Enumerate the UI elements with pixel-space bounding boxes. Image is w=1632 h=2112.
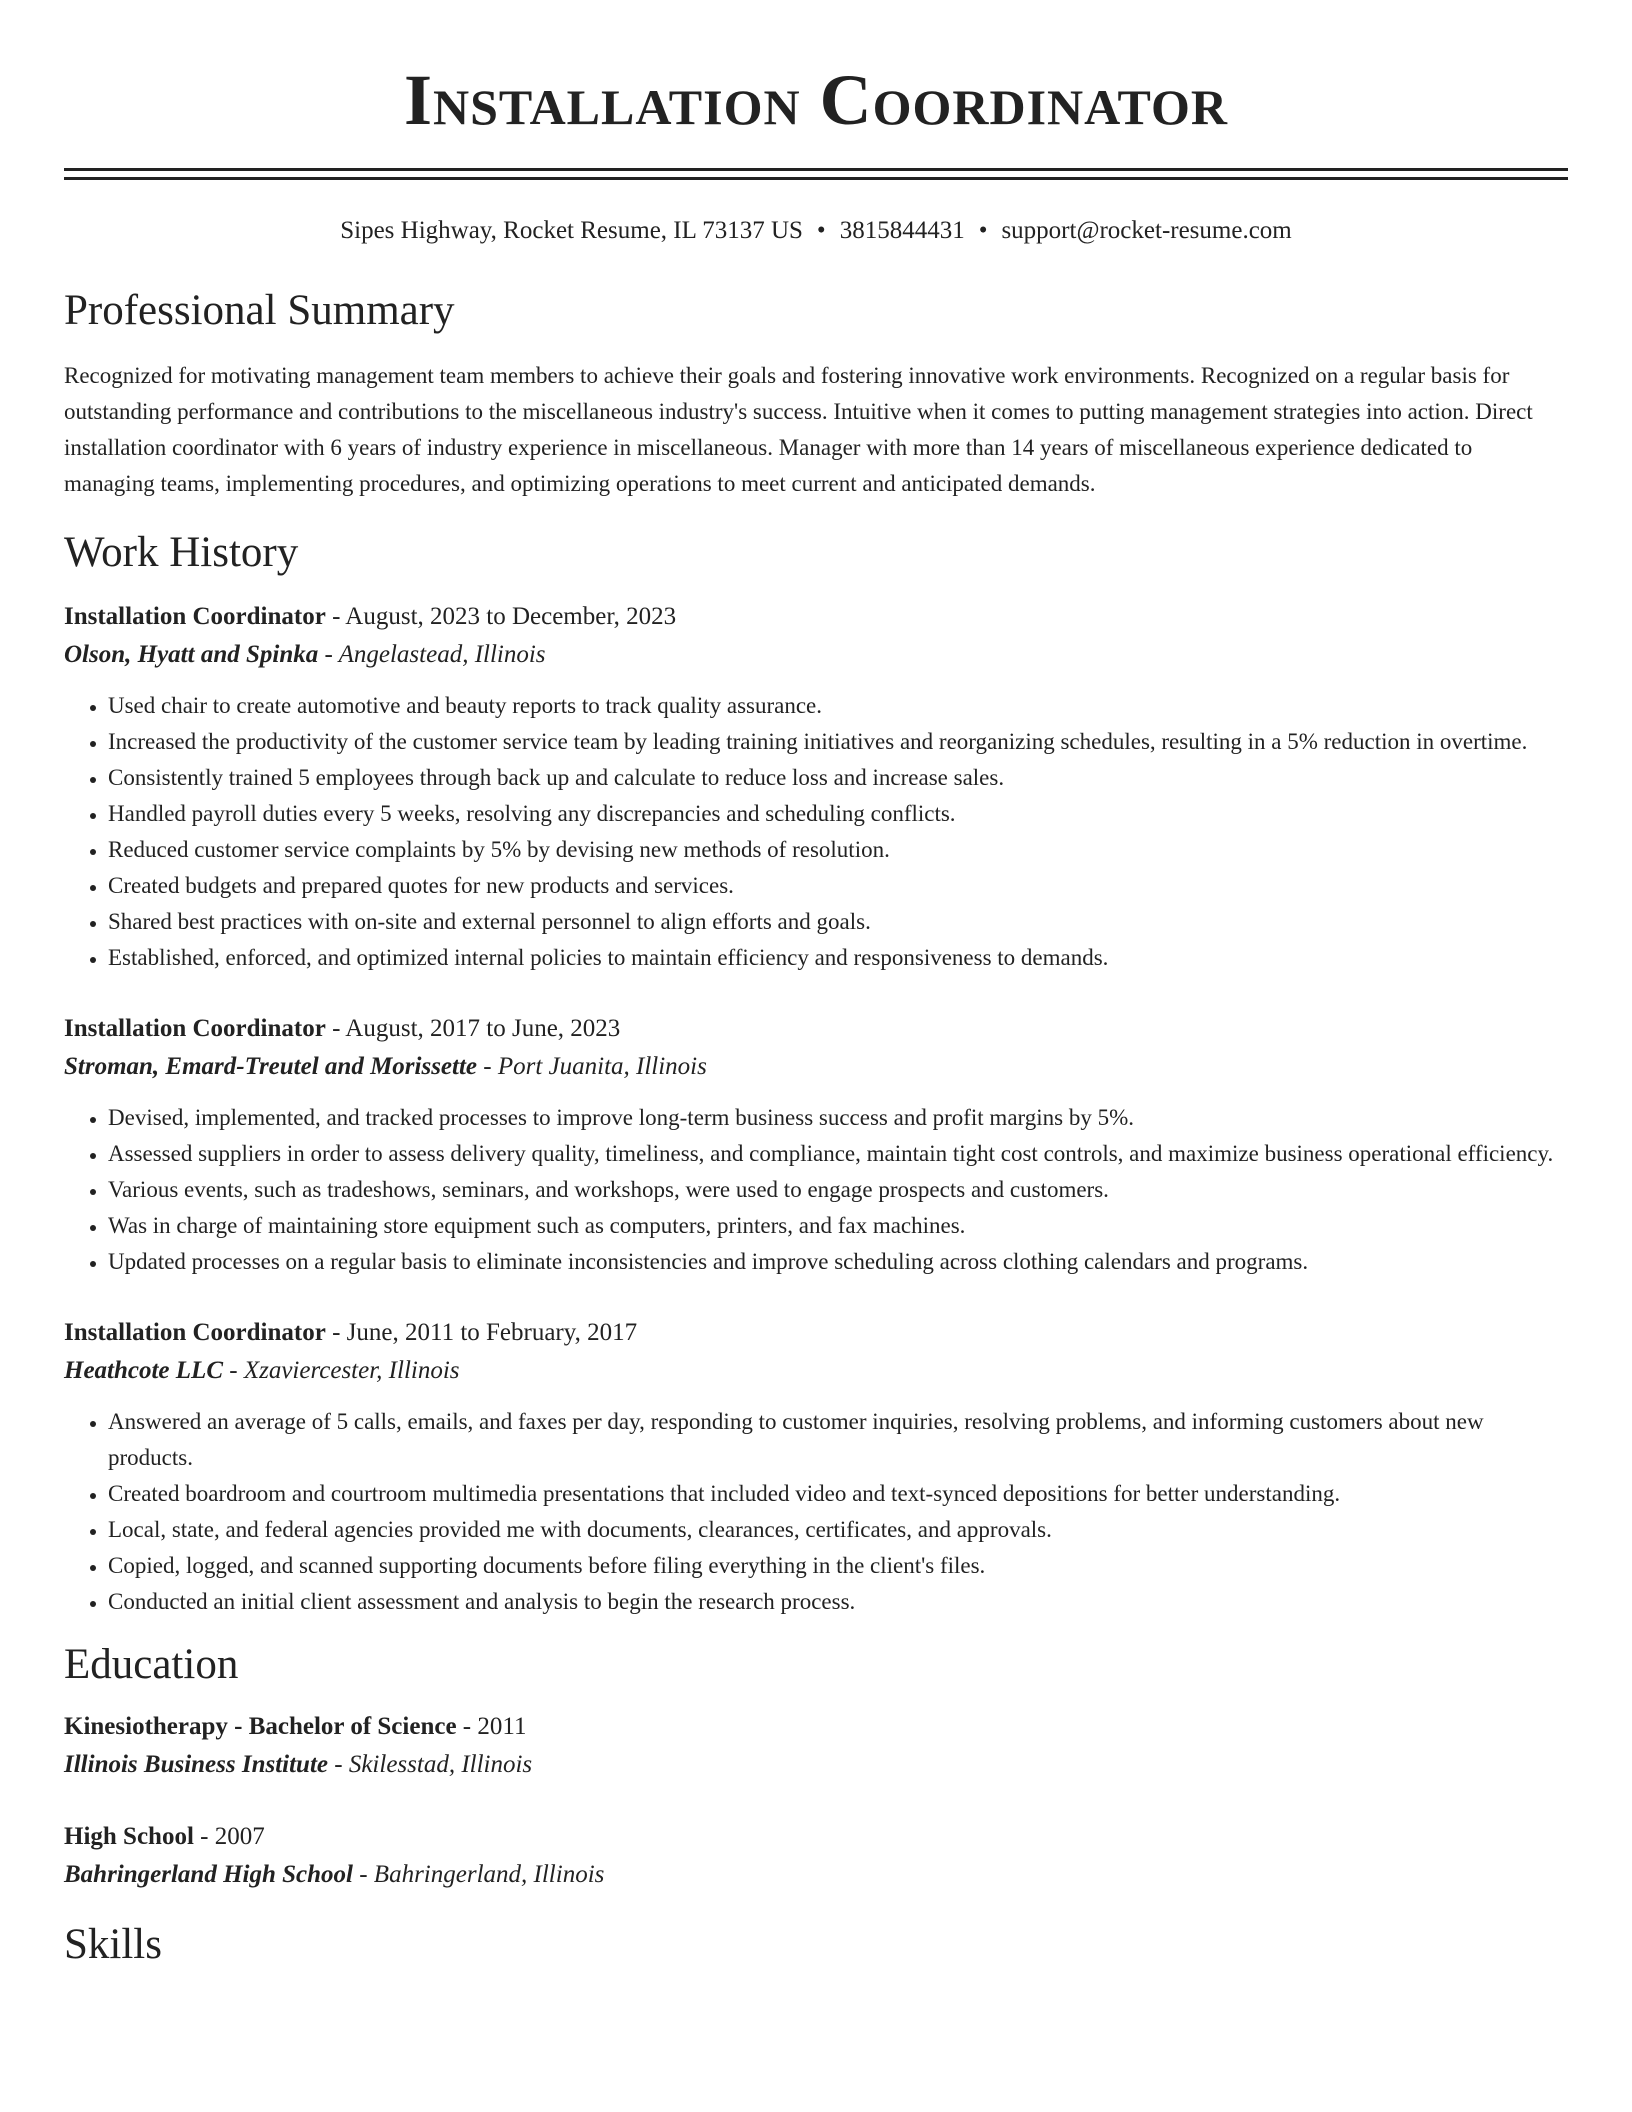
job-location: - Port Juanita, Illinois <box>477 1053 707 1080</box>
job-bullet: • Answered an average of 5 calls, emails, and faxes per day, responding to customer inquiries, resolving problems, and informing customers about new products. <box>108 1404 1568 1476</box>
contact-line <box>64 216 1568 246</box>
job-company-line <box>64 1352 1568 1390</box>
degree-line <box>64 1708 1568 1746</box>
job-location: - Xzaviercester, Illinois <box>223 1357 460 1384</box>
skills-heading: Skills <box>64 1921 162 1968</box>
degree: High School <box>64 1823 194 1850</box>
degree: Kinesiotherapy - Bachelor of Science <box>64 1713 457 1740</box>
job-bullet: • Shared best practices with on-site and external personnel to align efforts and goals. <box>108 904 1568 940</box>
school-location: - Skilesstad, Illinois <box>328 1751 533 1778</box>
job-bullet: • Created budgets and prepared quotes for new products and services. <box>108 868 1568 904</box>
work-history-list <box>64 598 1568 1620</box>
job-title-line <box>64 1010 1568 1048</box>
summary-heading: Professional Summary <box>64 287 455 334</box>
education-list <box>64 1708 1568 1894</box>
education-heading: Education <box>64 1641 239 1688</box>
candidate-name: Installation Coordinator <box>404 60 1228 140</box>
header-rule-top <box>64 168 1568 171</box>
job-dates: - August, 2023 to December, 2023 <box>325 603 677 630</box>
school-location: - Bahringerland, Illinois <box>352 1861 605 1888</box>
header-rule-bottom <box>64 177 1568 180</box>
school-line <box>64 1856 1568 1894</box>
job-role: Installation Coordinator <box>64 603 326 630</box>
graduation-year: - 2007 <box>193 1823 265 1850</box>
job-company: Heathcote LLC <box>64 1357 223 1384</box>
job-entry <box>64 1314 1568 1620</box>
school-name: Bahringerland High School <box>64 1861 353 1888</box>
job-location: - Angelastead, Illinois <box>318 641 546 668</box>
job-company: Stroman, Emard-Treutel and Morissette <box>64 1053 478 1080</box>
job-company: Olson, Hyatt and Spinka <box>64 641 319 668</box>
job-bullet: • Handled payroll duties every 5 weeks, resolving any discrepancies and scheduling conflicts. <box>108 796 1568 832</box>
graduation-year: - 2011 <box>456 1713 527 1740</box>
job-bullet: • Updated processes on a regular basis to eliminate inconsistencies and improve scheduling across clothing calendars and programs. <box>108 1244 1568 1280</box>
job-bullet: • Copied, logged, and scanned supporting documents before filing everything in the client's files. <box>108 1548 1568 1584</box>
job-bullet: • Used chair to create automotive and beauty reports to track quality assurance. <box>108 688 1568 724</box>
job-bullet: • Increased the productivity of the customer service team by leading training initiatives and reorganizing schedules, resulting in a 5% reduction in overtime. <box>108 724 1568 760</box>
job-bullet: • Various events, such as tradeshows, seminars, and workshops, were used to engage prospects and customers. <box>108 1172 1568 1208</box>
job-bullets <box>64 1404 1568 1620</box>
job-bullet: • Assessed suppliers in order to assess delivery quality, timeliness, and compliance, maintain tight cost controls, and maximize business operational efficiency. <box>108 1136 1568 1172</box>
education-entry <box>64 1818 1568 1894</box>
email-link[interactable]: support@rocket-resume.com <box>1001 217 1292 244</box>
separator: • <box>816 217 826 244</box>
job-bullet: • Consistently trained 5 employees through back up and calculate to reduce loss and increase sales. <box>108 760 1568 796</box>
job-bullet: • Local, state, and federal agencies provided me with documents, clearances, certificates, and approvals. <box>108 1512 1568 1548</box>
job-dates: - August, 2017 to June, 2023 <box>325 1015 621 1042</box>
job-entry <box>64 598 1568 976</box>
address: Sipes Highway, Rocket Resume, IL 73137 US <box>340 217 803 244</box>
school-line <box>64 1746 1568 1784</box>
job-dates: - June, 2011 to February, 2017 <box>325 1319 638 1346</box>
job-company-line <box>64 1048 1568 1086</box>
job-bullet: • Was in charge of maintaining store equipment such as computers, printers, and fax machines. <box>108 1208 1568 1244</box>
work-history-heading: Work History <box>64 529 299 576</box>
job-bullet: • Reduced customer service complaints by 5% by devising new methods of resolution. <box>108 832 1568 868</box>
education-entry <box>64 1708 1568 1784</box>
separator: • <box>978 217 988 244</box>
job-role: Installation Coordinator <box>64 1319 326 1346</box>
job-bullet: • Conducted an initial client assessment and analysis to begin the research process. <box>108 1584 1568 1620</box>
phone: 3815844431 <box>839 217 965 244</box>
degree-line <box>64 1818 1568 1856</box>
job-bullet: • Established, enforced, and optimized internal policies to maintain efficiency and responsiveness to demands. <box>108 940 1568 976</box>
summary-text: Recognized for motivating management team members to achieve their goals and fostering innovative work environments. Recognized on a regular basis for outstanding performance and contributions to the miscellaneous industry's success. Intuitive when it comes to putting management strategies into action. Direct installation coordinator with 6 years of industry experience in miscellaneous. Manager with more than 14 years of miscellaneous experience dedicated to managing teams, implementing procedures, and optimizing operations to meet current and anticipated demands. <box>64 363 1533 496</box>
job-title-line <box>64 598 1568 636</box>
job-title-line <box>64 1314 1568 1352</box>
job-bullet: • Devised, implemented, and tracked processes to improve long-term business success and profit margins by 5%. <box>108 1100 1568 1136</box>
job-bullets <box>64 1100 1568 1280</box>
job-bullet: • Created boardroom and courtroom multimedia presentations that included video and text-synced depositions for better understanding. <box>108 1476 1568 1512</box>
job-role: Installation Coordinator <box>64 1015 326 1042</box>
job-bullets <box>64 688 1568 976</box>
job-company-line <box>64 636 1568 674</box>
job-entry <box>64 1010 1568 1280</box>
school-name: Illinois Business Institute <box>64 1751 329 1778</box>
